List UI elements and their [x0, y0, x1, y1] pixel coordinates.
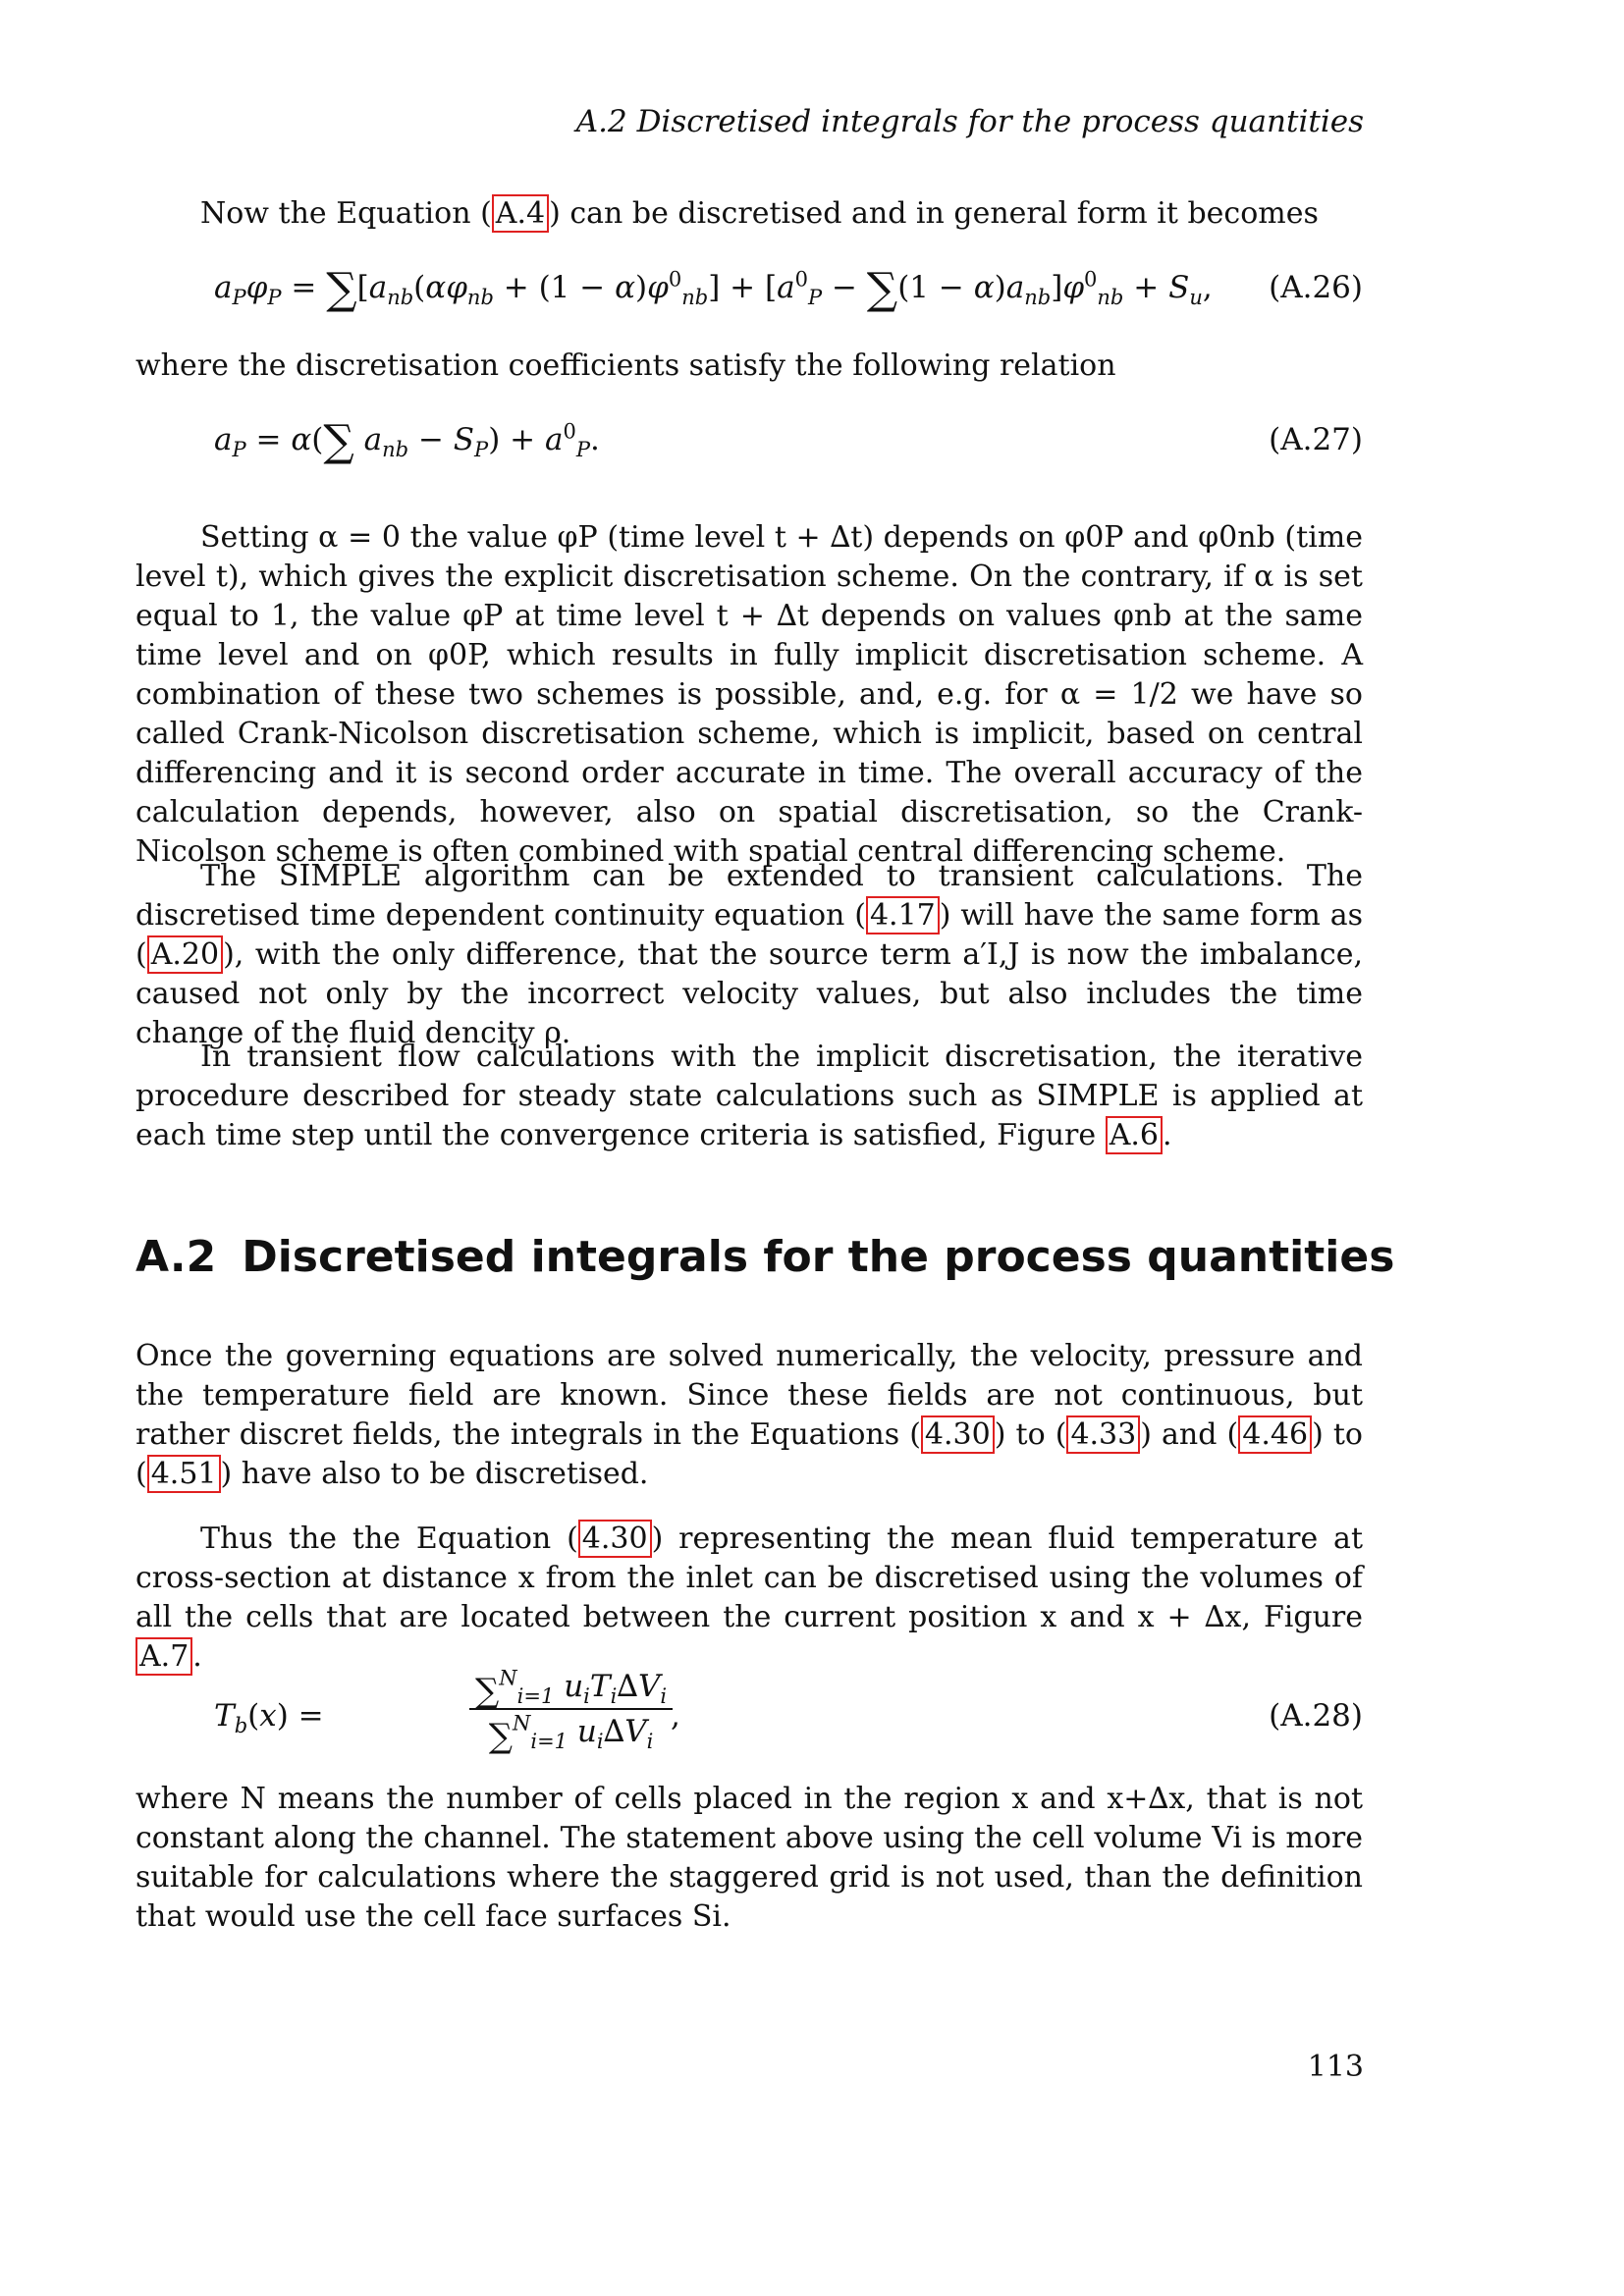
section-heading	[135, 1232, 1394, 1282]
equation-a28: $T_b(x)$ = ∑$^N_{i=1}$ $u_iT_i\Delta V_i$ ∑$^N_{i=1}$ $u_i\Delta V_i$ , (A.28)	[214, 1666, 1363, 1756]
ref-link-a4[interactable]: A.4	[492, 194, 549, 233]
running-head: A.2 Discretised integrals for the process quantities	[575, 104, 1364, 139]
equation-a27-body: $a_P = \alpha(\sum$ $a_{nb} - S_P) + a^0_P$.	[214, 416, 600, 466]
paragraph-intro: Now the Equation ( A.4 ) can be discretised and in general form it becomes	[200, 196, 1319, 231]
paragraph-cell-count: where N means the number of cells placed in the region x and x+∆x, that is not constant along the channel. The statement above using the cell volume Vi is more suitable for calculations where the staggered grid is not used, than the definition that would use the cell face surfaces Si.	[135, 1782, 1363, 1934]
section-number: A.2	[135, 1232, 217, 1282]
ref-link-4-33[interactable]: 4.33	[1066, 1415, 1140, 1454]
equation-number: (A.27)	[1269, 422, 1363, 457]
paragraph-coefficients: where the discretisation coefficients satisfy the following relation	[135, 348, 1116, 383]
paragraph-simple-algorithm: The SIMPLE algorithm can be extended to transient calculations. The discretised time dependent continuity equation ( 4.17 ) will have the same form as ( A.20 ), with the only difference, that the source term a′I,J is now the imbalance, caused not only by the incorrect velocity values, but also includes the time change of the fluid dencity ρ.	[135, 859, 1364, 1050]
ref-link-4-51[interactable]: 4.51	[147, 1455, 221, 1493]
ref-link-figure-a7[interactable]: A.7	[135, 1637, 192, 1676]
equation-number: (A.28)	[1269, 1698, 1363, 1734]
ref-link-4-30[interactable]: 4.30	[578, 1520, 652, 1558]
fraction-denominator: ∑$^N_{i=1}$ $u_i\Delta V_i$	[488, 1711, 654, 1756]
fraction-numerator: ∑$^N_{i=1}$ $u_iT_i\Delta V_i$	[469, 1669, 673, 1710]
equation-a28-lhs: $T_b(x)$ =	[214, 1698, 324, 1738]
paragraph-transient-flow: In transient flow calculations with the implicit discretisation, the iterative procedure described for steady state calculations such as SIMPLE is applied at each time step until the convergence criteria is satisfied, Figure A.6 .	[135, 1040, 1363, 1152]
paragraph-governing-equations: Once the governing equations are solved numerically, the velocity, pressure and the temperature field are known. Since these fields are not continuous, but rather discret fields, the integrals in the Equations ( 4.30 ) to ( 4.33 ) and ( 4.46 ) to ( 4.51 ) have also to be discretised.	[135, 1339, 1363, 1491]
equation-a26-body: $a_P\varphi_P = \sum[a_{nb}(\alpha\varphi_{nb} + (1 - \alpha)\varphi^0_{nb}] + [a^0_P - \sum(1 - \alpha)a_{nb}]\varphi^0_{nb} + S_u$,	[214, 264, 1213, 314]
equation-a27	[135, 416, 1363, 481]
ref-link-4-30[interactable]: 4.30	[921, 1415, 995, 1454]
paragraph-mean-temperature: Thus the the Equation ( 4.30 ) representing the mean fluid temperature at cross-section at distance x from the inlet can be discretised using the volumes of all the cells that are located between the current position x and x + ∆x, Figure A.7 .	[135, 1522, 1363, 1674]
section-title-text: Discretised integrals for the process quantities	[242, 1232, 1395, 1282]
ref-link-figure-a6[interactable]: A.6	[1106, 1116, 1163, 1154]
paragraph-explicit-implicit: Setting α = 0 the value φP (time level t + ∆t) depends on φ0P and φ0nb (time level t), which gives the explicit discretisation scheme. On the contrary, if α is set equal to 1, the value φP at time level t + ∆t depends on values φnb at the same time level and on φ0P, which results in fully implicit discretisation scheme. A combination of these two schemes is possible, and, e.g. for α = 1/2 we have so called Crank-Nicolson discretisation scheme, which is implicit, based on central differencing and it is second order accurate in time. The overall accuracy of the calculation depends, however, also on spatial discretisation, so the Crank-Nicolson scheme is often combined with spatial central differencing scheme.	[135, 520, 1363, 869]
equation-a26	[135, 264, 1363, 329]
page-number: 113	[1307, 2050, 1364, 2084]
equation-a28-fraction	[469, 1666, 673, 1756]
ref-link-a20[interactable]: A.20	[147, 935, 223, 974]
equation-number: (A.26)	[1269, 270, 1363, 305]
ref-link-4-17[interactable]: 4.17	[866, 896, 940, 934]
ref-link-4-46[interactable]: 4.46	[1238, 1415, 1312, 1454]
